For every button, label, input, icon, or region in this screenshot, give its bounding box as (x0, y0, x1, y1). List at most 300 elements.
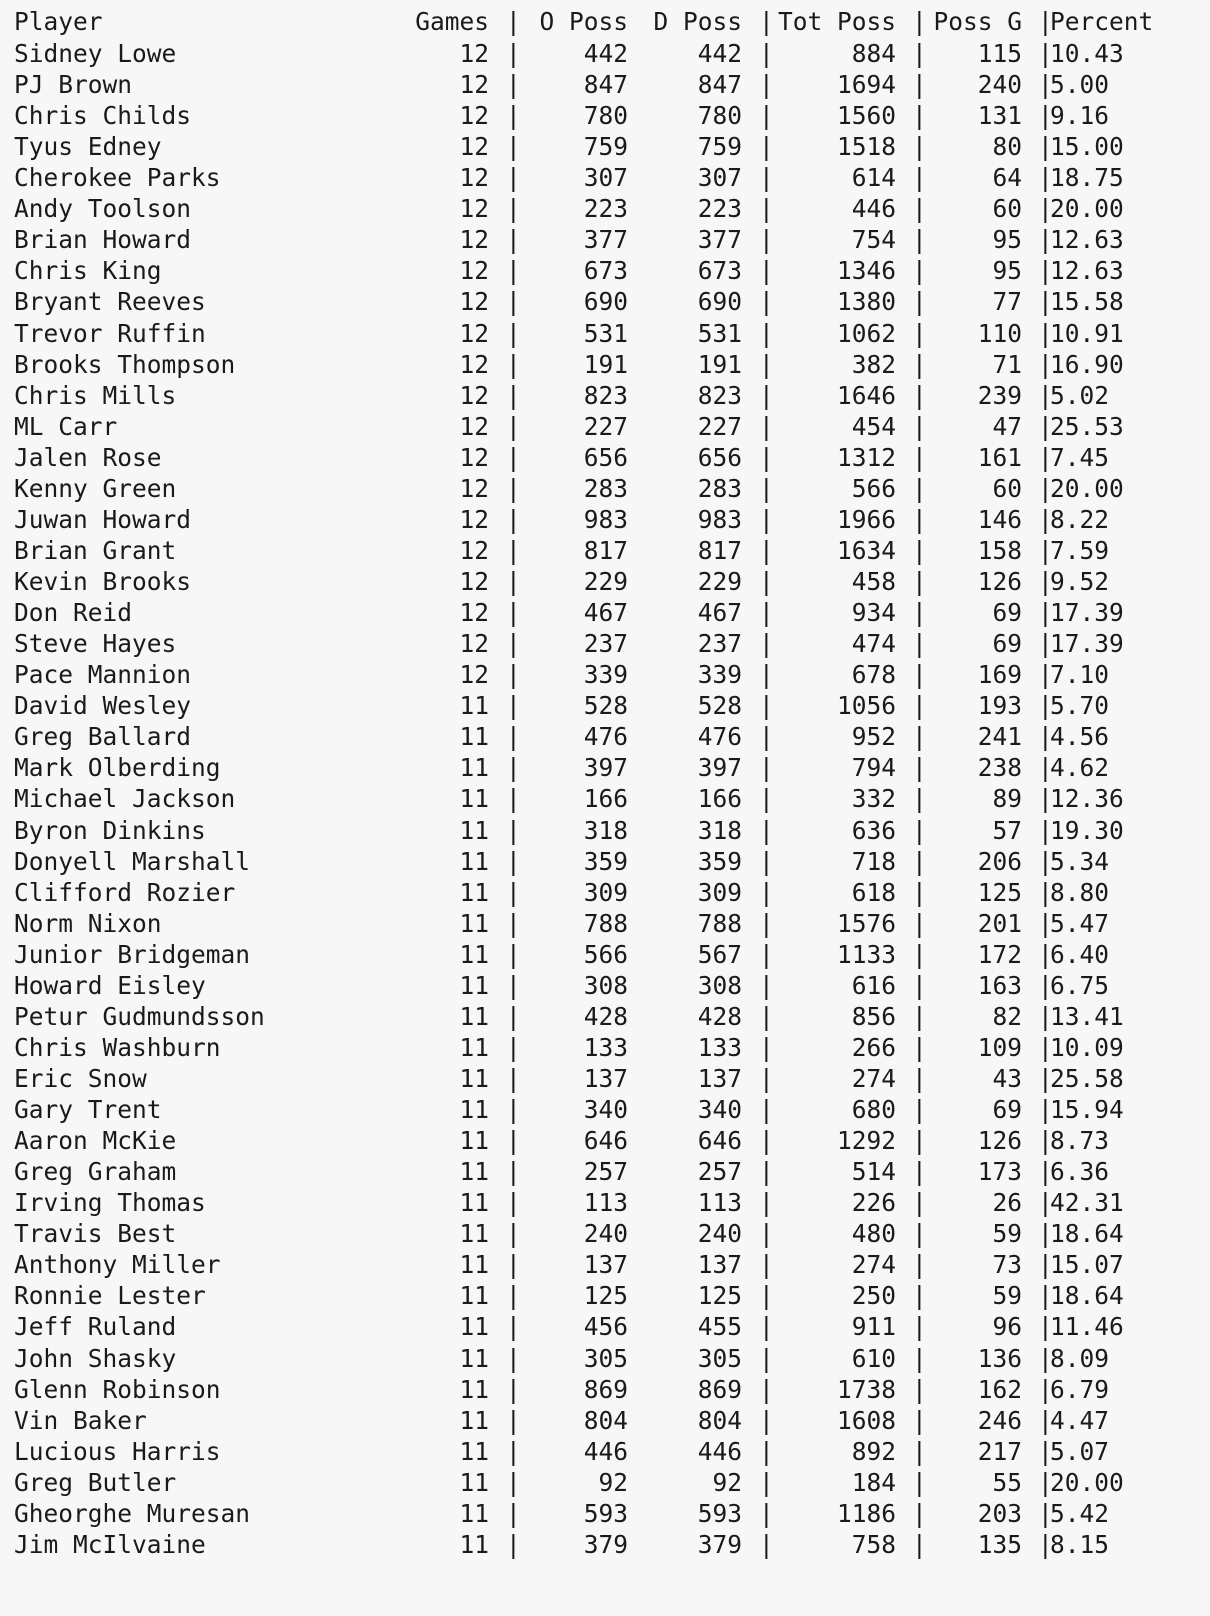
column-separator: | (506, 753, 521, 783)
column-separator: | (506, 7, 521, 36)
column-separator: | (759, 722, 774, 752)
column-separator: | (1038, 660, 1053, 690)
column-separator: | (1038, 1467, 1053, 1497)
poss-g-value: 26 (992, 1188, 1022, 1218)
player-name: Gheorghe Muresan (14, 1498, 251, 1528)
o-poss-value: 229 (583, 567, 628, 597)
column-separator: | (759, 660, 774, 690)
column-separator: | (1038, 194, 1053, 224)
poss-g-value: 126 (977, 567, 1022, 597)
column-separator: | (1038, 1343, 1053, 1373)
percent-value: 6.75 (1050, 970, 1110, 1000)
percent-value: 5.47 (1050, 908, 1110, 938)
column-separator: | (759, 1498, 774, 1528)
player-name: Don Reid (14, 598, 133, 628)
column-separator: | (912, 7, 927, 36)
o-poss-value: 476 (583, 722, 628, 752)
column-separator: | (506, 504, 521, 534)
tot-poss-value: 856 (851, 1001, 896, 1031)
column-separator: | (506, 846, 521, 876)
percent-value: 8.80 (1050, 877, 1110, 907)
column-separator: | (1038, 225, 1053, 255)
percent-value: 12.63 (1050, 256, 1124, 286)
player-name: Clifford Rozier (14, 877, 236, 907)
percent-value: 6.40 (1050, 939, 1110, 969)
tot-poss-value: 680 (851, 1095, 896, 1125)
games-value: 11 (459, 1126, 489, 1156)
o-poss-value: 223 (583, 194, 628, 224)
games-value: 12 (459, 349, 489, 379)
percent-value: 15.00 (1050, 132, 1124, 162)
games-value: 11 (459, 1250, 489, 1280)
column-separator: | (912, 225, 927, 255)
poss-g-value: 173 (977, 1157, 1022, 1187)
header-d-poss: D Poss (653, 7, 742, 36)
tot-poss-value: 1576 (836, 908, 896, 938)
tot-poss-value: 514 (851, 1157, 896, 1187)
percent-value: 5.42 (1050, 1498, 1110, 1528)
player-name: David Wesley (14, 691, 192, 721)
percent-value: 10.91 (1050, 318, 1124, 348)
o-poss-value: 467 (583, 598, 628, 628)
poss-g-value: 203 (977, 1498, 1022, 1528)
d-poss-value: 428 (697, 1001, 742, 1031)
percent-value: 42.31 (1050, 1188, 1124, 1218)
tot-poss-value: 758 (851, 1529, 896, 1559)
d-poss-value: 318 (697, 815, 742, 845)
player-name: Pace Mannion (14, 660, 192, 690)
column-separator: | (1038, 1001, 1053, 1031)
percent-value: 5.00 (1050, 70, 1110, 100)
header-player: Player (14, 7, 103, 36)
games-value: 11 (459, 753, 489, 783)
header-o-poss: O Poss (539, 7, 628, 36)
column-separator: | (506, 1126, 521, 1156)
d-poss-value: 780 (697, 101, 742, 131)
poss-g-value: 80 (992, 132, 1022, 162)
column-separator: | (759, 473, 774, 503)
games-value: 12 (459, 132, 489, 162)
percent-value: 17.39 (1050, 598, 1124, 628)
tot-poss-value: 382 (851, 349, 896, 379)
percent-value: 18.64 (1050, 1281, 1124, 1311)
games-value: 11 (459, 970, 489, 1000)
percent-value: 16.90 (1050, 349, 1124, 379)
column-separator: | (759, 1312, 774, 1342)
percent-value: 18.75 (1050, 163, 1124, 193)
column-separator: | (506, 1095, 521, 1125)
player-name: Kenny Green (14, 473, 177, 503)
d-poss-value: 983 (697, 504, 742, 534)
tot-poss-value: 566 (851, 473, 896, 503)
percent-value: 18.64 (1050, 1219, 1124, 1249)
column-separator: | (506, 1250, 521, 1280)
column-separator: | (1038, 598, 1053, 628)
o-poss-value: 359 (583, 846, 628, 876)
column-separator: | (506, 1063, 521, 1093)
percent-value: 4.56 (1050, 722, 1110, 752)
d-poss-value: 455 (697, 1312, 742, 1342)
games-value: 11 (459, 1498, 489, 1528)
column-separator: | (506, 287, 521, 317)
column-separator: | (912, 691, 927, 721)
tot-poss-value: 718 (851, 846, 896, 876)
column-separator: | (759, 101, 774, 131)
column-separator: | (1038, 1498, 1053, 1528)
column-separator: | (912, 1343, 927, 1373)
percent-value: 15.94 (1050, 1095, 1124, 1125)
games-value: 12 (459, 194, 489, 224)
o-poss-value: 780 (583, 101, 628, 131)
column-separator: | (1038, 722, 1053, 752)
o-poss-value: 166 (583, 784, 628, 814)
tot-poss-value: 184 (851, 1467, 896, 1497)
o-poss-value: 442 (583, 39, 628, 68)
column-separator: | (912, 256, 927, 286)
column-separator: | (912, 411, 927, 441)
o-poss-value: 339 (583, 660, 628, 690)
poss-g-value: 238 (977, 753, 1022, 783)
player-name: Brian Grant (14, 535, 177, 565)
d-poss-value: 673 (697, 256, 742, 286)
percent-value: 6.79 (1050, 1374, 1110, 1404)
o-poss-value: 377 (583, 225, 628, 255)
d-poss-value: 446 (697, 1436, 742, 1466)
column-separator: | (912, 39, 927, 68)
poss-g-value: 169 (977, 660, 1022, 690)
player-name: Juwan Howard (14, 504, 192, 534)
column-separator: | (1038, 1374, 1053, 1404)
games-value: 11 (459, 1095, 489, 1125)
column-separator: | (759, 132, 774, 162)
poss-g-value: 64 (992, 163, 1022, 193)
column-separator: | (506, 722, 521, 752)
tot-poss-value: 794 (851, 753, 896, 783)
d-poss-value: 125 (697, 1281, 742, 1311)
poss-g-value: 60 (992, 194, 1022, 224)
column-separator: | (506, 256, 521, 286)
column-separator: | (912, 1405, 927, 1435)
player-name: Sidney Lowe (14, 39, 177, 68)
games-value: 12 (459, 629, 489, 659)
column-separator: | (759, 846, 774, 876)
percent-value: 7.59 (1050, 535, 1110, 565)
column-separator: | (759, 1281, 774, 1311)
player-name: John Shasky (14, 1343, 177, 1373)
player-name: Byron Dinkins (14, 815, 206, 845)
percent-value: 8.15 (1050, 1529, 1110, 1559)
column-separator: | (759, 1219, 774, 1249)
d-poss-value: 847 (697, 70, 742, 100)
column-separator: | (759, 1063, 774, 1093)
player-name: Chris King (14, 256, 162, 286)
column-separator: | (1038, 1032, 1053, 1062)
column-separator: | (1038, 629, 1053, 659)
player-name: Kevin Brooks (14, 567, 192, 597)
percent-value: 8.73 (1050, 1126, 1110, 1156)
column-separator: | (1038, 691, 1053, 721)
percent-value: 9.52 (1050, 567, 1110, 597)
column-separator: | (759, 939, 774, 969)
poss-g-value: 71 (992, 349, 1022, 379)
games-value: 11 (459, 1529, 489, 1559)
tot-poss-value: 618 (851, 877, 896, 907)
poss-g-value: 246 (977, 1405, 1022, 1435)
poss-g-value: 125 (977, 877, 1022, 907)
games-value: 11 (459, 1063, 489, 1093)
column-separator: | (506, 535, 521, 565)
poss-g-value: 89 (992, 784, 1022, 814)
column-separator: | (506, 1001, 521, 1031)
column-separator: | (506, 473, 521, 503)
games-value: 11 (459, 908, 489, 938)
column-separator: | (1038, 846, 1053, 876)
tot-poss-value: 1634 (836, 535, 896, 565)
column-separator: | (506, 1529, 521, 1559)
percent-value: 10.09 (1050, 1032, 1124, 1062)
poss-g-value: 109 (977, 1032, 1022, 1062)
d-poss-value: 531 (697, 318, 742, 348)
d-poss-value: 229 (697, 567, 742, 597)
o-poss-value: 227 (583, 411, 628, 441)
column-separator: | (912, 1529, 927, 1559)
player-name: PJ Brown (14, 70, 133, 100)
tot-poss-value: 952 (851, 722, 896, 752)
column-separator: | (912, 629, 927, 659)
o-poss-value: 340 (583, 1095, 628, 1125)
column-separator: | (912, 473, 927, 503)
column-separator: | (759, 1405, 774, 1435)
o-poss-value: 397 (583, 753, 628, 783)
poss-g-value: 158 (977, 535, 1022, 565)
column-separator: | (912, 442, 927, 472)
o-poss-value: 788 (583, 908, 628, 938)
poss-g-value: 146 (977, 504, 1022, 534)
o-poss-value: 308 (583, 970, 628, 1000)
column-separator: | (1038, 101, 1053, 131)
column-separator: | (912, 1032, 927, 1062)
column-separator: | (912, 1281, 927, 1311)
player-name: Jeff Ruland (14, 1312, 177, 1342)
tot-poss-value: 1056 (836, 691, 896, 721)
percent-value: 25.53 (1050, 411, 1124, 441)
column-separator: | (1038, 442, 1053, 472)
poss-g-value: 69 (992, 629, 1022, 659)
d-poss-value: 528 (697, 691, 742, 721)
d-poss-value: 227 (697, 411, 742, 441)
games-value: 12 (459, 39, 489, 68)
column-separator: | (506, 567, 521, 597)
column-separator: | (506, 1374, 521, 1404)
header-games: Games (415, 7, 489, 36)
poss-g-value: 201 (977, 908, 1022, 938)
games-value: 12 (459, 504, 489, 534)
player-name: Trevor Ruffin (14, 318, 206, 348)
tot-poss-value: 1062 (836, 318, 896, 348)
player-name: Bryant Reeves (14, 287, 206, 317)
tot-poss-value: 1646 (836, 380, 896, 410)
poss-g-value: 239 (977, 380, 1022, 410)
games-value: 11 (459, 784, 489, 814)
d-poss-value: 442 (697, 39, 742, 68)
column-separator: | (506, 970, 521, 1000)
column-separator: | (1038, 1405, 1053, 1435)
tot-poss-value: 1380 (836, 287, 896, 317)
games-value: 11 (459, 1467, 489, 1497)
column-separator: | (1038, 163, 1053, 193)
o-poss-value: 137 (583, 1063, 628, 1093)
column-separator: | (506, 318, 521, 348)
poss-g-value: 95 (992, 225, 1022, 255)
column-separator: | (912, 1157, 927, 1187)
column-separator: | (912, 970, 927, 1000)
o-poss-value: 804 (583, 1405, 628, 1435)
player-name: Howard Eisley (14, 970, 206, 1000)
tot-poss-value: 274 (851, 1063, 896, 1093)
tot-poss-value: 266 (851, 1032, 896, 1062)
column-separator: | (912, 1250, 927, 1280)
poss-g-value: 59 (992, 1281, 1022, 1311)
column-separator: | (759, 1436, 774, 1466)
column-separator: | (759, 1188, 774, 1218)
games-value: 11 (459, 722, 489, 752)
tot-poss-value: 1608 (836, 1405, 896, 1435)
player-name: Steve Hayes (14, 629, 177, 659)
games-value: 12 (459, 287, 489, 317)
percent-value: 13.41 (1050, 1001, 1124, 1031)
poss-g-value: 77 (992, 287, 1022, 317)
player-name: Mark Olberding (14, 753, 221, 783)
column-separator: | (759, 1343, 774, 1373)
games-value: 11 (459, 877, 489, 907)
column-separator: | (912, 70, 927, 100)
player-name: Brian Howard (14, 225, 192, 255)
tot-poss-value: 250 (851, 1281, 896, 1311)
column-separator: | (506, 70, 521, 100)
d-poss-value: 191 (697, 349, 742, 379)
tot-poss-value: 678 (851, 660, 896, 690)
d-poss-value: 340 (697, 1095, 742, 1125)
column-separator: | (759, 380, 774, 410)
column-separator: | (506, 1405, 521, 1435)
column-separator: | (1038, 1063, 1053, 1093)
d-poss-value: 240 (697, 1219, 742, 1249)
column-separator: | (1038, 1436, 1053, 1466)
poss-g-value: 126 (977, 1126, 1022, 1156)
d-poss-value: 137 (697, 1063, 742, 1093)
column-separator: | (506, 194, 521, 224)
column-separator: | (1038, 411, 1053, 441)
column-separator: | (759, 287, 774, 317)
d-poss-value: 305 (697, 1343, 742, 1373)
column-separator: | (506, 132, 521, 162)
column-separator: | (1038, 380, 1053, 410)
column-separator: | (912, 1063, 927, 1093)
tot-poss-value: 892 (851, 1436, 896, 1466)
column-separator: | (506, 411, 521, 441)
column-separator: | (912, 504, 927, 534)
tot-poss-value: 226 (851, 1188, 896, 1218)
column-separator: | (506, 691, 521, 721)
percent-value: 5.07 (1050, 1436, 1110, 1466)
games-value: 12 (459, 163, 489, 193)
column-separator: | (912, 1312, 927, 1342)
o-poss-value: 428 (583, 1001, 628, 1031)
games-value: 12 (459, 473, 489, 503)
percent-value: 20.00 (1050, 194, 1124, 224)
percent-value: 4.47 (1050, 1405, 1110, 1435)
poss-g-value: 240 (977, 70, 1022, 100)
player-name: Travis Best (14, 1219, 177, 1249)
o-poss-value: 137 (583, 1250, 628, 1280)
column-separator: | (912, 1188, 927, 1218)
poss-g-value: 55 (992, 1467, 1022, 1497)
games-value: 12 (459, 567, 489, 597)
column-separator: | (506, 660, 521, 690)
d-poss-value: 92 (712, 1467, 742, 1497)
column-separator: | (912, 132, 927, 162)
column-separator: | (759, 411, 774, 441)
column-separator: | (506, 1188, 521, 1218)
o-poss-value: 446 (583, 1436, 628, 1466)
poss-g-value: 163 (977, 970, 1022, 1000)
player-name: Petur Gudmundsson (14, 1001, 265, 1031)
player-name: Cherokee Parks (14, 163, 221, 193)
o-poss-value: 673 (583, 256, 628, 286)
d-poss-value: 788 (697, 908, 742, 938)
player-name: Glenn Robinson (14, 1374, 221, 1404)
percent-value: 20.00 (1050, 473, 1124, 503)
column-separator: | (912, 1436, 927, 1466)
player-name: Andy Toolson (14, 194, 192, 224)
poss-g-value: 43 (992, 1063, 1022, 1093)
player-name: Tyus Edney (14, 132, 162, 162)
o-poss-value: 240 (583, 1219, 628, 1249)
o-poss-value: 305 (583, 1343, 628, 1373)
o-poss-value: 191 (583, 349, 628, 379)
column-separator: | (912, 535, 927, 565)
poss-g-value: 115 (977, 39, 1022, 68)
column-separator: | (506, 39, 521, 68)
column-separator: | (912, 908, 927, 938)
poss-g-value: 172 (977, 939, 1022, 969)
player-name: Greg Butler (14, 1467, 177, 1497)
o-poss-value: 113 (583, 1188, 628, 1218)
column-separator: | (506, 1498, 521, 1528)
percent-value: 5.02 (1050, 380, 1110, 410)
column-separator: | (912, 1001, 927, 1031)
tot-poss-value: 458 (851, 567, 896, 597)
column-separator: | (759, 908, 774, 938)
d-poss-value: 804 (697, 1405, 742, 1435)
percent-value: 6.36 (1050, 1157, 1110, 1187)
column-separator: | (1038, 349, 1053, 379)
column-separator: | (759, 1529, 774, 1559)
poss-g-value: 193 (977, 691, 1022, 721)
poss-g-value: 206 (977, 846, 1022, 876)
column-separator: | (1038, 567, 1053, 597)
o-poss-value: 307 (583, 163, 628, 193)
percent-value: 17.39 (1050, 629, 1124, 659)
percent-value: 20.00 (1050, 1467, 1124, 1497)
tot-poss-value: 1312 (836, 442, 896, 472)
poss-g-value: 57 (992, 815, 1022, 845)
d-poss-value: 166 (697, 784, 742, 814)
column-separator: | (759, 1032, 774, 1062)
o-poss-value: 257 (583, 1157, 628, 1187)
column-separator: | (506, 1157, 521, 1187)
column-separator: | (759, 753, 774, 783)
